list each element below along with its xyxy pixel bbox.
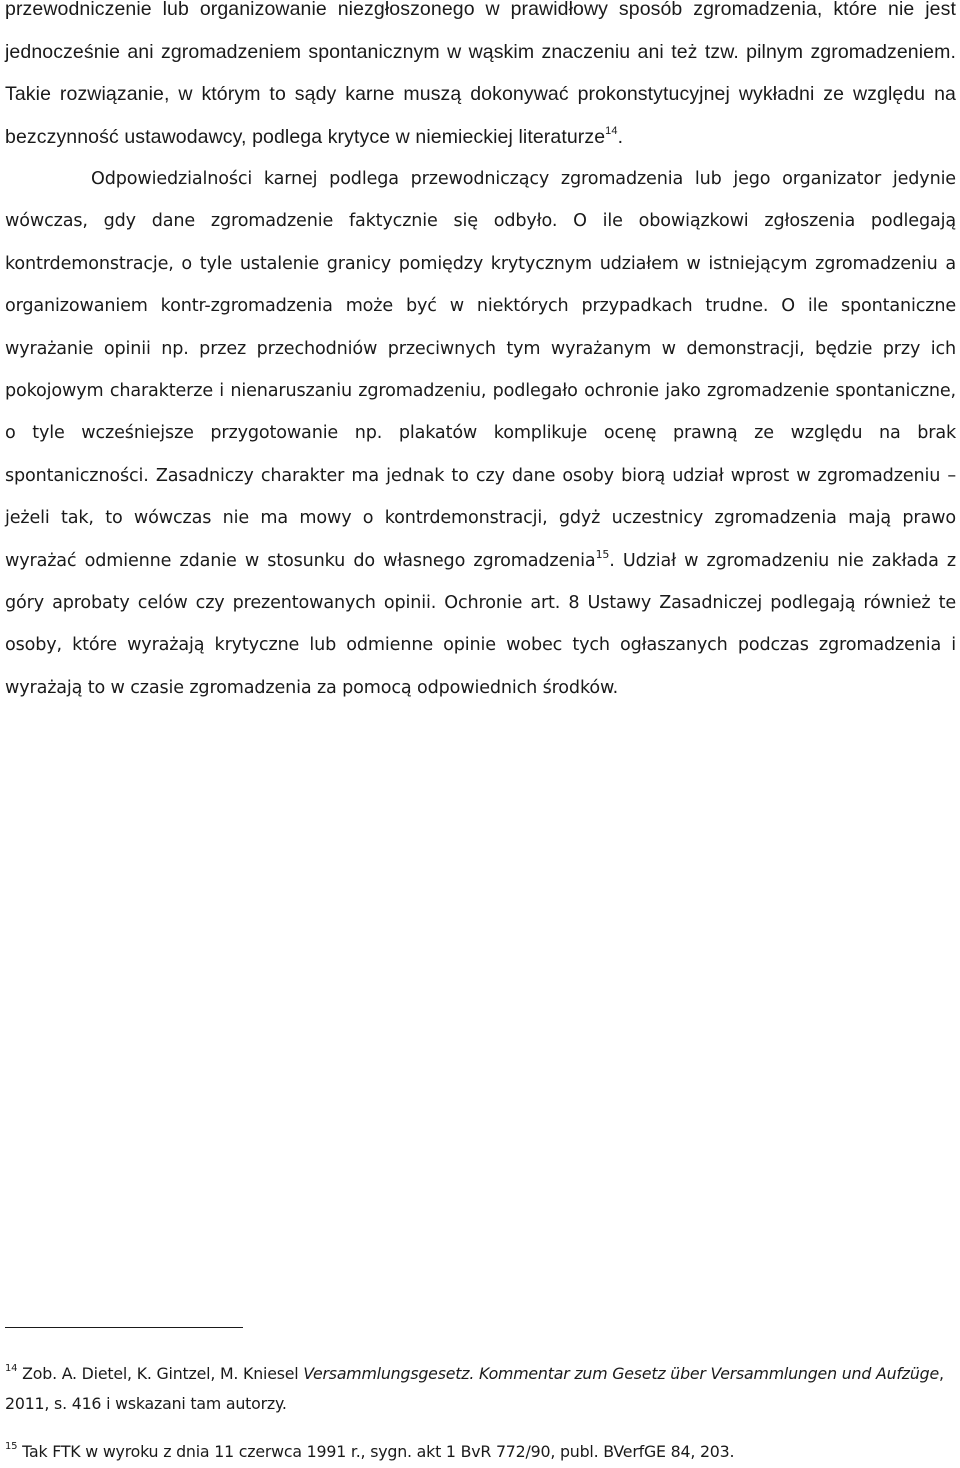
- footnote-number: 14: [5, 1362, 18, 1374]
- footnote-number: 15: [5, 1440, 18, 1452]
- footnote-15: [5, 1437, 956, 1467]
- paragraph-1-text: przewodniczenie lub organizowanie niezgłoszonego w prawidłowy sposób zgromadzenia, które nie jest jednocześnie ani zgromadzeniem spontanicznym w wąskim znaczeniu ani też tzw. pilnym zgromadzeniem. Takie rozwiązanie, w którym to sądy karne muszą dokonywać prokonstytucyjnej wykładni ze względu na bezczynność ustawodawcy, podlega krytyce w niemieckiej literaturze: [5, 0, 956, 148]
- paragraph-1-end: .: [617, 125, 624, 148]
- footnote-14: [5, 1359, 956, 1419]
- document-page: [5, 0, 956, 709]
- footnote-separator: [5, 1327, 243, 1328]
- footnote-ref-14[interactable]: 14: [605, 125, 618, 137]
- paragraph-2-text-a: Odpowiedzialności karnej podlega przewodniczący zgromadzenia lub jego organizator jedynie wówczas, gdy dane zgromadzenie faktycznie się odbyło. O ile obowiązkowi zgłoszenia podlegają kontrdemonstracje, o tyle ustalenie granicy pomiędzy krytycznym udziałem w istniejącym zgromadzeniu a organizowaniem kontr-zgromadzenia może być w niektórych przypadkach trudne. O ile spontaniczne wyrażanie opinii np. przez przechodniów przeciwnych tym wyrażanym w demonstracji, będzie przy ich pokojowym charakterze i nienaruszaniu zgromadzeniu, podlegało ochronie jako zgromadzenie spontaniczne, o tyle wcześniejsze przygotowanie np. plakatów komplikuje ocenę prawną ze względu na brak spontaniczności. Zasadniczy charakter ma jednak to czy dane osoby biorą udział wprost w zgromadzeniu – jeżeli tak, to wówczas nie ma mowy o kontrdemonstracji, gdyż uczestnicy zgromadzenia mają prawo wyrażać odmienne zdanie w stosunku do własnego zgromadzenia: [5, 169, 956, 571]
- paragraph-1: [5, 0, 956, 158]
- footnote-text: Zob. A. Dietel, K. Gintzel, M. Kniesel: [22, 1364, 304, 1383]
- footnote-ref-15[interactable]: 15: [595, 547, 610, 561]
- paragraph-2: [5, 158, 956, 709]
- footnote-text-tail: , 2011, s. 416 i wskazani tam autorzy.: [5, 1364, 944, 1413]
- paragraph-2-text-b: . Udział w zgromadzeniu nie zakłada z góry aprobaty celów czy prezentowanych opinii. Ochronie art. 8 Ustawy Zasadniczej podlegają również te osoby, które wyrażają krytyczne lub odmienne opinie wobec tych ogłaszanych podczas zgromadzenia i wyrażają to w czasie zgromadzenia za pomocą odpowiednich środków.: [5, 550, 956, 698]
- footnote-text: Tak FTK w wyroku z dnia 11 czerwca 1991 r., sygn. akt 1 BvR 772/90, publ. BVerfGE 84, 203.: [22, 1442, 735, 1461]
- footnote-title: Versammlungsgesetz. Kommentar zum Gesetz über Versammlungen und Aufzüge: [303, 1364, 940, 1383]
